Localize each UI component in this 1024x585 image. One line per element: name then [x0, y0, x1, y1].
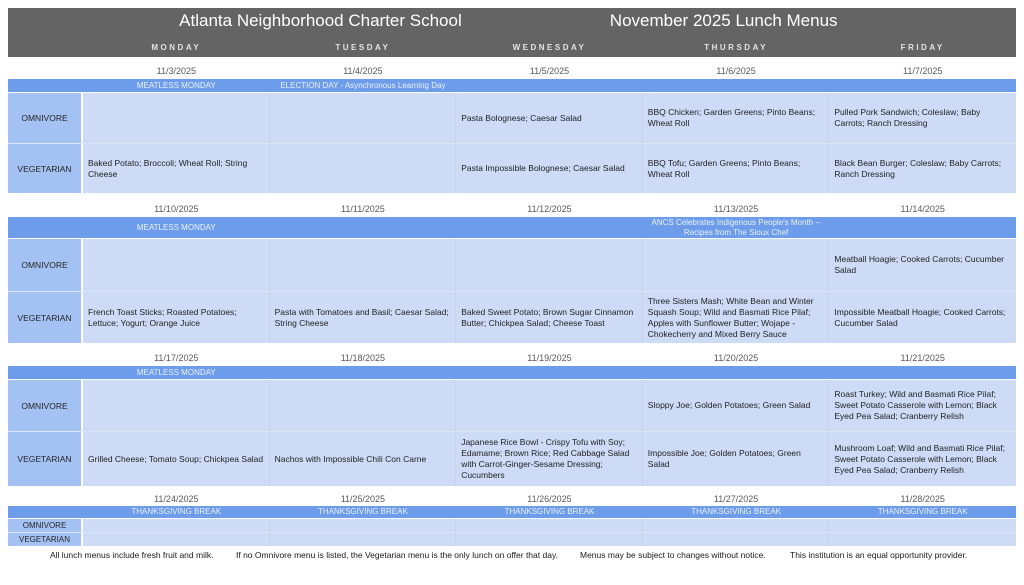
date-cell: 11/26/2025	[527, 494, 572, 504]
dates-row	[8, 201, 1016, 217]
menu-cell	[270, 93, 457, 143]
menu-cell	[829, 519, 1016, 532]
table-header	[8, 8, 1016, 57]
vegetarian-row	[8, 291, 1016, 343]
menu-cell	[456, 380, 643, 431]
menu-cell: Mushroom Loaf; Wild and Basmati Rice Pilaf; Sweet Potato Casserole with Lemon; Black Eyed Pea Salad; Cranberry Relish	[829, 432, 1016, 486]
week-block	[8, 350, 1016, 486]
footer-note: This institution is an equal opportunity provider.	[790, 550, 968, 560]
date-cell: 11/11/2025	[341, 204, 385, 214]
dates-row	[8, 63, 1016, 79]
banner-spacer	[8, 506, 83, 518]
menu-cell	[270, 239, 457, 291]
date-cell: 11/28/2025	[900, 494, 945, 504]
date-cell: 11/4/2025	[343, 66, 383, 76]
menu-cell	[456, 519, 643, 532]
menu-cell	[83, 93, 270, 143]
banner-cell: THANKSGIVING BREAK	[317, 507, 408, 516]
date-cell: 11/10/2025	[154, 204, 199, 214]
banner-cell: MEATLESS MONDAY	[136, 222, 216, 232]
banner-cell	[643, 79, 830, 92]
menu-cell: BBQ Tofu; Garden Greens; Pinto Beans; Wheat Roll	[643, 144, 830, 193]
date-cell: 11/13/2025	[713, 204, 759, 214]
banner-row	[8, 217, 1016, 239]
menu-cell	[643, 239, 830, 291]
date-cell: 11/3/2025	[156, 66, 196, 76]
menu-table	[8, 8, 1016, 546]
menu-cell: Impossible Meatball Hoagie; Cooked Carrots; Cucumber Salad	[829, 292, 1016, 343]
banner-cell	[829, 217, 1016, 238]
omnivore-row-label: OMNIVORE	[8, 380, 83, 431]
date-cell: 11/14/2025	[900, 204, 945, 214]
vegetarian-row-label: VEGETARIAN	[8, 144, 83, 193]
banner-cell: ELECTION DAY - Asynchronous Learning Day	[280, 80, 446, 90]
banner-spacer	[8, 217, 83, 238]
weekday-tuesday: TUESDAY	[335, 43, 391, 52]
date-cell: 11/12/2025	[527, 204, 572, 214]
banner-cell	[456, 366, 643, 379]
vegetarian-row	[8, 431, 1016, 486]
menu-cell	[270, 380, 457, 431]
week-block	[8, 63, 1016, 193]
banner-row	[8, 79, 1016, 93]
vegetarian-row-label: VEGETARIAN	[8, 533, 83, 546]
menu-cell	[83, 533, 270, 546]
banner-cell	[643, 366, 830, 379]
week-block	[8, 492, 1016, 546]
menu-cell: Nachos with Impossible Chili Con Carne	[270, 432, 457, 486]
omnivore-row-label: OMNIVORE	[8, 239, 83, 291]
banner-cell: MEATLESS MONDAY	[136, 80, 216, 90]
footer-note: Menus may be subject to changes without notice.	[580, 550, 766, 560]
dates-row	[8, 350, 1016, 366]
banner-cell: THANKSGIVING BREAK	[504, 507, 595, 516]
date-cell: 11/6/2025	[716, 66, 756, 76]
weekday-friday: FRIDAY	[900, 43, 945, 52]
weekday-spacer	[8, 43, 83, 52]
menu-cell: Pasta Impossible Bolognese; Caesar Salad	[456, 144, 643, 193]
weekday-thursday: THURSDAY	[704, 43, 768, 52]
menu-cell: BBQ Chicken; Garden Greens; Pinto Beans; Wheat Roll	[643, 93, 830, 143]
menu-cell	[270, 533, 457, 546]
footer-note: If no Omnivore menu is listed, the Vegetarian menu is the only lunch on offer that day.	[236, 550, 558, 560]
omnivore-row	[8, 239, 1016, 291]
vegetarian-row-label: VEGETARIAN	[8, 432, 83, 486]
menu-cell: Pasta with Tomatoes and Basil; Caesar Salad; String Cheese	[270, 292, 457, 343]
banner-cell: MEATLESS MONDAY	[136, 367, 216, 377]
date-cell: 11/18/2025	[340, 353, 386, 363]
menu-cell: Baked Sweet Potato; Brown Sugar Cinnamon Butter; Chickpea Salad; Cheese Toast	[456, 292, 643, 343]
menu-cell	[643, 533, 830, 546]
date-cell: 11/24/2025	[154, 494, 199, 504]
menu-cell	[643, 519, 830, 532]
menu-cell	[83, 380, 270, 431]
footer-note: All lunch menus include fresh fruit and milk.	[50, 550, 214, 560]
menu-cell	[829, 533, 1016, 546]
banner-cell: THANKSGIVING BREAK	[131, 507, 222, 516]
menu-cell: French Toast Sticks; Roasted Potatoes; Lettuce; Yogurt; Orange Juice	[83, 292, 270, 343]
banner-spacer	[8, 79, 83, 92]
menu-cell: Grilled Cheese; Tomato Soup; Chickpea Salad	[83, 432, 270, 486]
omnivore-row	[8, 519, 1016, 532]
menu-cell: Black Bean Burger; Coleslaw; Baby Carrots; Ranch Dressing	[829, 144, 1016, 193]
banner-cell	[270, 217, 457, 238]
menu-cell	[456, 533, 643, 546]
banner-row	[8, 366, 1016, 380]
banner-cell	[829, 366, 1016, 379]
vegetarian-row	[8, 143, 1016, 193]
menu-cell: Sloppy Joe; Golden Potatoes; Green Salad	[643, 380, 830, 431]
footer-notes	[0, 550, 1024, 570]
menu-cell: Meatball Hoagie; Cooked Carrots; Cucumber Salad	[829, 239, 1016, 291]
menu-cell: Three Sisters Mash; White Bean and Winter Squash Soup; Wild and Basmati Rice Pilaf; Apples with Sunflower Butter; Wojape - Chokecherry and Mixed Berry Sauce	[643, 292, 830, 343]
week-block	[8, 201, 1016, 343]
date-cell: 11/20/2025	[713, 353, 759, 363]
banner-cell: ANCS Celebrates Indigenous People's Month -- Recipes from The Sioux Chef	[651, 217, 821, 237]
banner-spacer	[8, 366, 83, 379]
school-title: Atlanta Neighborhood Charter School	[179, 11, 462, 30]
omnivore-row	[8, 380, 1016, 431]
month-title: November 2025 Lunch Menus	[609, 11, 838, 30]
date-cell: 11/21/2025	[900, 353, 945, 363]
vegetarian-row-label: VEGETARIAN	[8, 292, 83, 343]
date-cell: 11/7/2025	[903, 66, 943, 76]
date-cell: 11/17/2025	[154, 353, 199, 363]
menu-cell: Roast Turkey; Wild and Basmati Rice Pilaf; Sweet Potato Casserole with Lemon; Black Eyed Pea Salad; Cranberry Relish	[829, 380, 1016, 431]
weeks-container	[8, 63, 1016, 546]
menu-cell	[83, 519, 270, 532]
menu-cell: Pasta Bolognese; Caesar Salad	[456, 93, 643, 143]
banner-cell: THANKSGIVING BREAK	[691, 507, 781, 516]
banner-cell	[270, 366, 457, 379]
banner-row	[8, 506, 1016, 519]
omnivore-row	[8, 93, 1016, 143]
date-cell: 11/5/2025	[529, 66, 570, 76]
menu-cell	[270, 519, 457, 532]
weekday-monday: MONDAY	[151, 43, 202, 52]
banner-cell	[456, 79, 643, 92]
menu-cell	[83, 239, 270, 291]
menu-cell: Baked Potato; Broccoli; Wheat Roll; String Cheese	[83, 144, 270, 193]
omnivore-row-label: OMNIVORE	[8, 519, 83, 532]
menu-cell	[456, 239, 643, 291]
banner-cell: THANKSGIVING BREAK	[877, 507, 968, 516]
banner-cell	[829, 79, 1016, 92]
weekday-wednesday: WEDNESDAY	[512, 43, 587, 52]
menu-cell: Pulled Pork Sandwich; Coleslaw; Baby Carrots; Ranch Dressing	[829, 93, 1016, 143]
omnivore-row-label: OMNIVORE	[8, 93, 83, 143]
vegetarian-row	[8, 532, 1016, 546]
banner-cell	[456, 217, 643, 238]
menu-cell: Impossible Joe; Golden Potatoes; Green Salad	[643, 432, 830, 486]
date-cell: 11/27/2025	[713, 494, 759, 504]
weekday-header-row	[8, 43, 1016, 52]
menu-cell	[270, 144, 457, 193]
menu-cell: Japanese Rice Bowl - Crispy Tofu with Soy; Edamame; Brown Rice; Red Cabbage Salad with Carrot-Ginger-Sesame Dressing; Cucumbers	[456, 432, 643, 486]
date-cell: 11/25/2025	[340, 494, 386, 504]
dates-row	[8, 492, 1016, 506]
date-cell: 11/19/2025	[527, 353, 572, 363]
